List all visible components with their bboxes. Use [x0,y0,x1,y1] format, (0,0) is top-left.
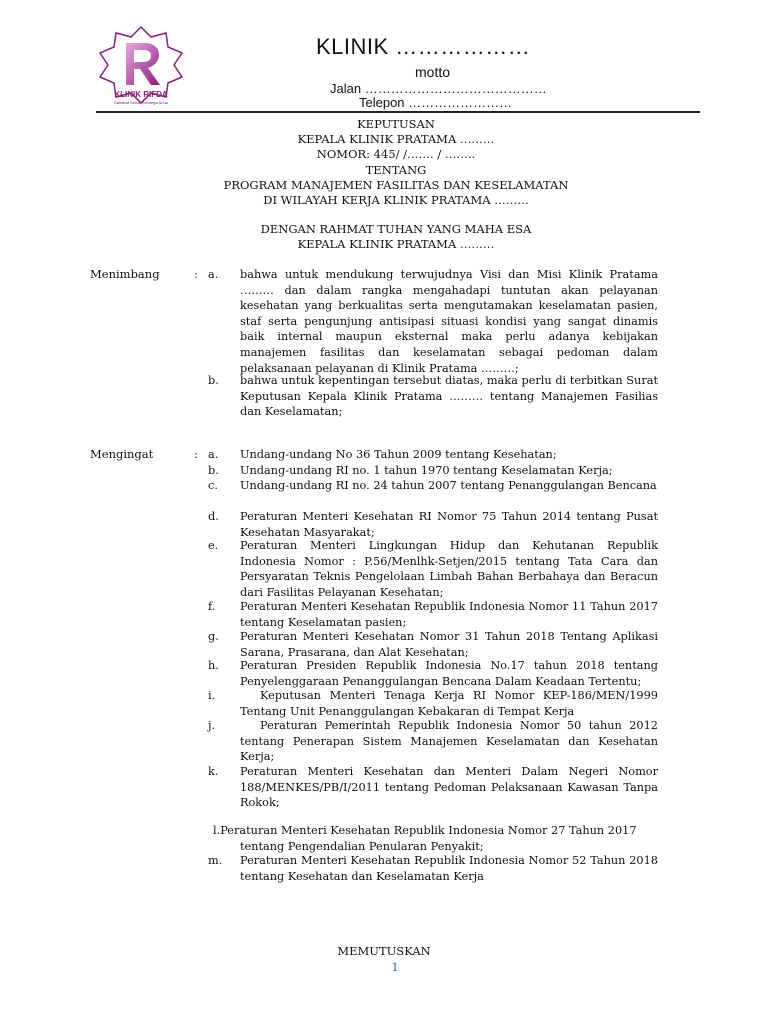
item-text: Peraturan Menteri Kesehatan Nomor 31 Tahun 2018 Tentang Aplikasi Sarana, Prasarana, dan Alat Kesehatan; [240,630,658,659]
item-letter: g. [208,630,219,643]
item-letter: b. [208,374,219,387]
item-text: Peraturan Presiden Republik Indonesia No.17 tahun 2018 tentang Penyelenggaraan Penanggulangan Bencana Dalam Keadaan Tertentu; [240,659,658,688]
heading-line: KEPALA KLINIK PRATAMA ……… [297,132,495,147]
decree-heading [100,117,692,208]
letterhead-divider [96,111,700,113]
heading-line: DI WILAYAH KERJA KLINIK PRATAMA ……… [263,193,529,208]
mengingat-label: Mengingat [90,447,154,461]
item-text: Peraturan Menteri Kesehatan Republik Indonesia Nomor 52 Tahun 2018 tentang Kesehatan dan Keselamatan Kerja [240,854,658,883]
item-text: Undang-undang No 36 Tahun 2009 tentang Kesehatan; [240,448,557,461]
item-letter: c. [208,479,218,492]
item-letter: i. [208,689,216,702]
item-text: Undang-undang RI no. 24 tahun 2007 tentang Penanggulangan Bencana [240,479,657,492]
item-letter: f. [208,600,216,613]
logo-name: KLINIK RIFDA [114,90,168,99]
heading-line: TENTANG [365,162,427,177]
item-text: Keputusan Menteri Tenaga Kerja RI Nomor KEP-186/MEN/1999 Tentang Unit Penanggulangan Kebakaran di Tempat Kerja [240,689,658,718]
menimbang-colon: : [194,267,198,281]
item-letter: m. [208,854,223,867]
item-text-rest: tentang Pengendalian Penularan Penyakit; [240,839,484,853]
mengingat-colon: : [194,447,198,461]
item-text: Peraturan Menteri Lingkungan Hidup dan Kehutanan Republik Indonesia Nomor : P.56/Menlhk-Setjen/2015 tentang Tata Cara dan Persyaratan Teknis Pengelolaan Limbah Bahan Berbahaya dan Beracun dari Fasilitas Pelayanan Kesehatan; [240,539,658,599]
page-number: 1 [391,960,399,974]
item-text: bahwa untuk kepentingan tersebut diatas, maka perlu di terbitkan Surat Keputusan Kepala Klinik Pratama ……… tentang Manajemen Fasilias dan Keselamatan; [240,374,658,419]
heading-line: KEPALA KLINIK PRATAMA ……… [297,237,495,252]
item-text-first: Peraturan Menteri Kesehatan Republik Indonesia Nomor 27 Tahun 2017 [220,824,637,837]
item-text: Undang-undang RI no. 1 tahun 1970 tentang Keselamatan Kerja; [240,464,613,477]
decision-heading: MEMUTUSKAN [337,944,431,958]
item-text: Peraturan Pemerintah Republik Indonesia Nomor 50 tahun 2012 tentang Penerapan Sistem Manajemen Keselamatan dan Kesehatan Kerja; [240,719,658,764]
item-text: bahwa untuk mendukung terwujudnya Visi dan Misi Klinik Pratama ……… dan dalam rangka mengahadapi tuntutan akan pelayanan kesehatan yang berkualitas serta mengutamakan keselamatan pasien, staf serta pengunjung antisipasi situasi kondisi yang sangat dinamis baik internal maupun eksternal maka perlu adanya kebijakan manajemen fasilitas dan keselamatan sebagai pedoman dalam pelaksanaan pelayanan di Klinik Pratama ………; [240,268,658,375]
item-text: Peraturan Menteri Kesehatan Republik Indonesia Nomor 11 Tahun 2017 tentang Keselamatan pasien; [240,600,658,629]
heading-line: PROGRAM MANAJEMEN FASILITAS DAN KESELAMATAN [223,177,569,192]
menimbang-label: Menimbang [90,267,160,281]
decree-opening [100,222,692,252]
item-letter: h. [208,659,219,672]
item-letter: a. [208,268,219,281]
item-text: Peraturan Menteri Kesehatan dan Menteri Dalam Negeri Nomor 188/MENKES/PB/I/2011 tentang Pedoman Pelaksanaan Kawasan Tanpa Rokok; [240,765,658,810]
item-letter: d. [208,510,219,523]
heading-line: DENGAN RAHMAT TUHAN YANG MAHA ESA [260,222,532,236]
clinic-address: Jalan …………………………………… [330,81,547,96]
heading-line: KEPUTUSAN [357,117,435,131]
item-letter: j. [208,719,216,732]
clinic-phone: Telepon …………………… [359,95,513,110]
item-letter: k. [208,765,219,778]
item-letter: e. [208,539,219,552]
item-letter: l. [213,824,221,837]
item-letter: b. [208,464,219,477]
item-text: Peraturan Menteri Kesehatan RI Nomor 75 Tahun 2014 tentang Pusat Kesehatan Masyarakat; [240,510,658,539]
clinic-motto: motto [415,64,451,80]
list-item [213,823,658,854]
item-text [213,823,658,839]
heading-line: NOMOR: 445/ /……. / …….. [316,147,476,162]
logo-tagline: Sahabat Sehat Keluarga Anda [114,100,168,105]
clinic-title: KLINIK ……………… [316,34,531,59]
item-letter: a. [208,448,219,461]
